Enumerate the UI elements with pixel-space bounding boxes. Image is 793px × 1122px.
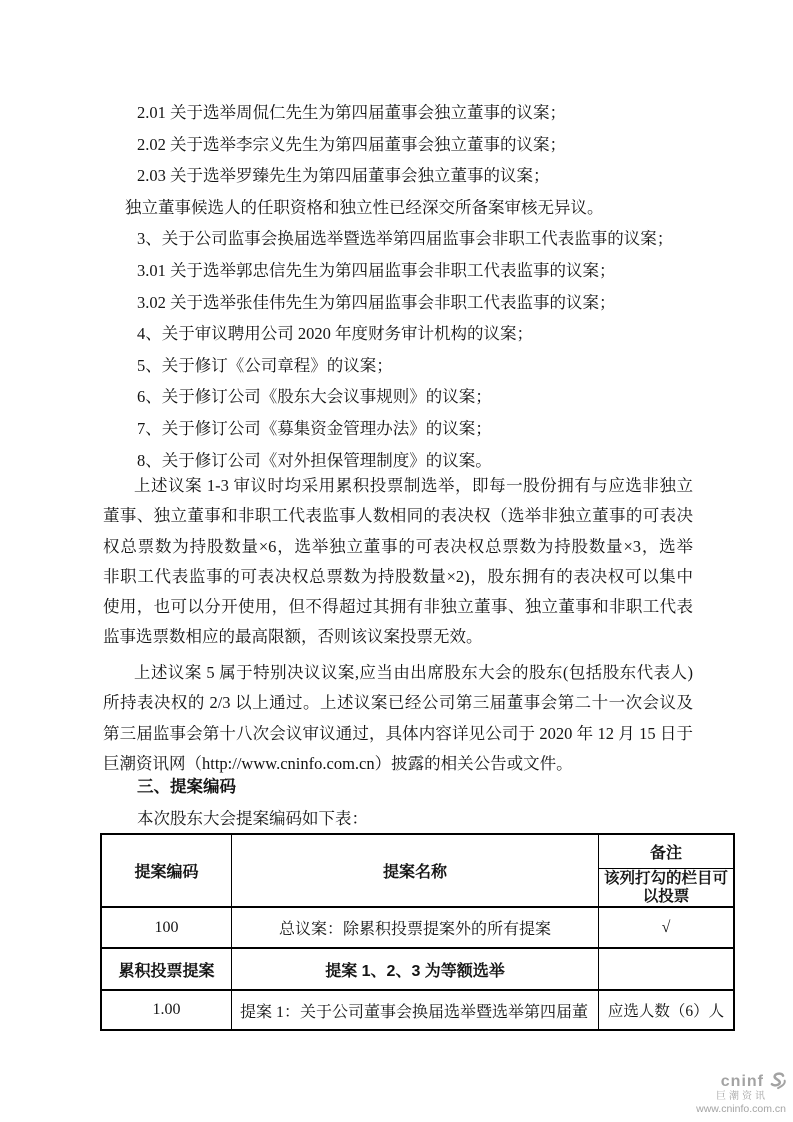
table-row (102, 947, 733, 989)
paragraph-line: 巨潮资讯网（http://www.cninfo.com.cn）披露的相关公告或文件。 (103, 753, 573, 773)
cell-proposal-code: 累积投票提案 (118, 962, 215, 980)
logo-url-text: www.cninfo.com.cn (696, 1103, 786, 1115)
table-header-row (102, 835, 733, 906)
table-header-code: 提案编码 (134, 864, 199, 881)
paragraph-line: 使用，也可以分开使用，但不得超过其拥有非独立董事、独立董事和非职工代表 (103, 597, 693, 617)
table-header-note-sub: 该列打勾的栏目可以投票 (599, 868, 733, 906)
section-heading: 三、提案编码 (137, 778, 236, 796)
cell-proposal-code: 1.00 (152, 1001, 181, 1018)
cell-proposal-note: √ (598, 908, 733, 947)
proposal-list-item: 5、关于修订《公司章程》的议案； (137, 355, 393, 375)
cninfo-logo (696, 1072, 788, 1116)
proposal-list-item: 2.03 关于选举罗臻先生为第四届董事会独立董事的议案； (137, 166, 550, 186)
logo-brand-text: cninf (720, 1072, 764, 1090)
proposal-list (103, 97, 693, 476)
proposal-code-table (100, 833, 735, 1031)
table-header-name: 提案名称 (231, 835, 598, 906)
proposal-list-item: 4、关于审议聘用公司 2020 年度财务审计机构的议案； (137, 324, 533, 344)
table-header-note-group (598, 835, 733, 906)
paragraph-line: 监事选票数相应的最高限额，否则该议案投票无效。 (103, 627, 483, 647)
paragraph-line: 上述议案 1-3 审议时均采用累积投票制选举，即每一股份拥有与应选非独立 (134, 476, 693, 495)
paragraph-cumulative-voting (103, 471, 693, 653)
paragraph-line: 第三届监事会第十八次会议审议通过，具体内容详见公司于 2020 年 12 月 15 日于 (103, 723, 693, 743)
table-row (102, 906, 733, 947)
proposal-list-item: 3.01 关于选举郭忠信先生为第四届监事会非职工代表监事的议案； (137, 260, 616, 280)
proposal-list-item: 3、关于公司监事会换届选举暨选举第四届监事会非职工代表监事的议案； (137, 229, 674, 249)
proposal-list-item: 3.02 关于选举张佳伟先生为第四届监事会非职工代表监事的议案； (137, 292, 616, 312)
proposal-list-item: 2.02 关于选举李宗义先生为第四届董事会独立董事的议案； (137, 134, 566, 154)
proposal-list-item: 8、关于修订公司《对外担保管理制度》的议案。 (137, 450, 492, 470)
cninfo-swirl-icon (766, 1072, 786, 1091)
paragraph-line: 上述议案 5 属于特别决议议案,应当由出席股东大会的股东(包括股东代表人) (134, 663, 693, 682)
table-header-note: 备注 (649, 845, 682, 862)
proposal-list-item: 6、关于修订公司《股东大会议事规则》的议案； (137, 387, 492, 407)
proposal-list-item: 7、关于修订公司《募集资金管理办法》的议案； (137, 418, 492, 438)
paragraph-line: 非职工代表监事的可表决权总票数为持股数量×2)，股东拥有的表决权可以集中 (103, 566, 693, 586)
proposal-list-note: 独立董事候选人的任职资格和独立性已经深交所备案审核无异议。 (125, 197, 604, 217)
paragraph-line: 权总票数为持股数量×6，选举独立董事的可表决权总票数为持股数量×3，选举 (103, 536, 693, 556)
cell-proposal-code: 100 (154, 918, 179, 936)
paragraph-special-resolution (103, 658, 693, 779)
cell-proposal-name: 提案 1：关于公司董事会换届选举暨选举第四届董 (231, 991, 598, 1029)
paragraph-line: 董事、独立董事和非职工代表监事人数相同的表决权（选举非独立董事的可表决 (103, 506, 693, 526)
paragraph-line: 所持表决权的 2/3 以上通过。上述议案已经公司第三届董事会第二十一次会议及 (103, 693, 693, 713)
cell-proposal-note: 应选人数（6）人 (598, 991, 733, 1029)
table-intro-text: 本次股东大会提案编码如下表： (137, 809, 368, 828)
table-row (102, 989, 733, 1029)
cell-proposal-name: 总议案：除累积投票提案外的所有提案 (231, 908, 598, 947)
proposal-list-item: 2.01 关于选举周侃仁先生为第四届董事会独立董事的议案； (137, 103, 566, 122)
logo-chinese-name: 巨潮资讯 (716, 1091, 768, 1102)
cell-proposal-name: 提案 1、2、3 为等额选举 (231, 949, 598, 989)
cell-proposal-note (598, 949, 733, 989)
